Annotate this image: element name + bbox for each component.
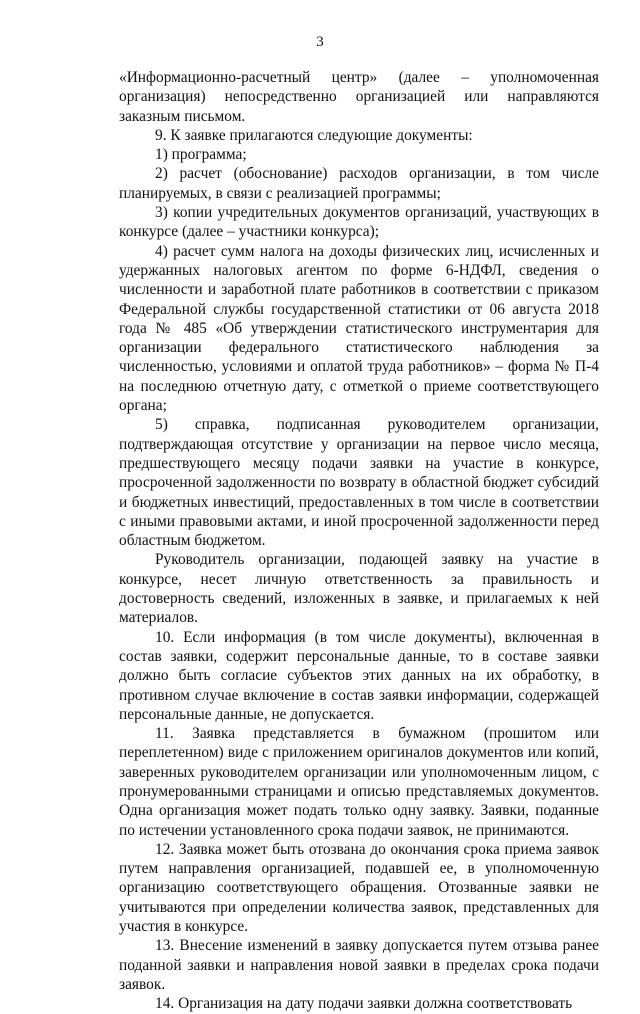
list-item-1: 1) программа; [155, 146, 247, 164]
paragraph-14: 14. Организация на дату подачи заявки должна соответствовать [155, 995, 573, 1013]
document-body [119, 68, 599, 1014]
list-item-4: 4) расчет сумм налога на доходы физических лиц, исчисленных и удержанных налоговых агентом по форме 6-НДФЛ, сведения о численности и заработной плате работников в соответствии с приказом Федеральной службы государственной статистики от 06 августа 2018 года № 485 «Об утверждении статистического инструментария для организации федерального статистического наблюдения за численностью, условиями и оплатой труда работников» – форма № П-4 на последнюю отчетную дату, с отметкой о приеме соответствующего органа; [119, 242, 599, 415]
paragraph-intro-continuation: «Информационно-расчетный центр» (далее – уполномоченная организация) непосредственно организацией или направляются заказным письмом. [119, 69, 599, 125]
paragraph-responsibility: Руководитель организации, подающей заявку на участие в конкурсе, несет личную ответственность за правильность и достоверность сведений, изложенных в заявке, и прилагаемых к ней материалов. [119, 551, 599, 627]
page-number: 3 [316, 34, 324, 50]
paragraph-11: 11. Заявка представляется в бумажном (прошитом или переплетенном) виде с приложением оригиналов документов или копий, заверенных руководителем организации или уполномоченным лицом, с пронумерованными страницами и описью представляемых документов. Одна организация может подать только одну заявку. Заявки, поданные по истечении установленного срока подачи заявок, не принимаются. [119, 725, 599, 839]
paragraph-10: 10. Если информация (в том числе документы), включенная в состав заявки, содержит персональные данные, то в составе заявки должно быть согласие субъектов этих данных на их обработку, в противном случае включение в состав заявки информации, содержащей персональные данные, не допускается. [119, 628, 599, 723]
paragraph-13: 13. Внесение изменений в заявку допускается путем отзыва ранее поданной заявки и направления новой заявки в пределах срока подачи заявок. [119, 937, 599, 993]
paragraph-9-heading: 9. К заявке прилагаются следующие документы: [155, 126, 473, 144]
list-item-2: 2) расчет (обоснование) расходов организации, в том числе планируемых, в связи с реализацией программы; [119, 165, 599, 202]
list-item-5: 5) справка, подписанная руководителем организации, подтверждающая отсутствие у организации на первое число месяца, предшествующего месяцу подачи заявки на участие в конкурсе, просроченной задолженности по возврату в областной бюджет субсидий и бюджетных инвестиций, предоставленных в том числе в соответствии с иными правовыми актами, и иной просроченной задолженности перед областным бюджетом. [119, 416, 599, 550]
list-item-3: 3) копии учредительных документов организаций, участвующих в конкурсе (далее – участники конкурса); [119, 204, 599, 241]
paragraph-12: 12. Заявка может быть отозвана до окончания срока приема заявок путем направления организацией, подавшей ее, в уполномоченную организацию соответствующего обращения. Отозванные заявки не учитываются при определении количества заявок, представленных для участия в конкурсе. [119, 840, 599, 936]
